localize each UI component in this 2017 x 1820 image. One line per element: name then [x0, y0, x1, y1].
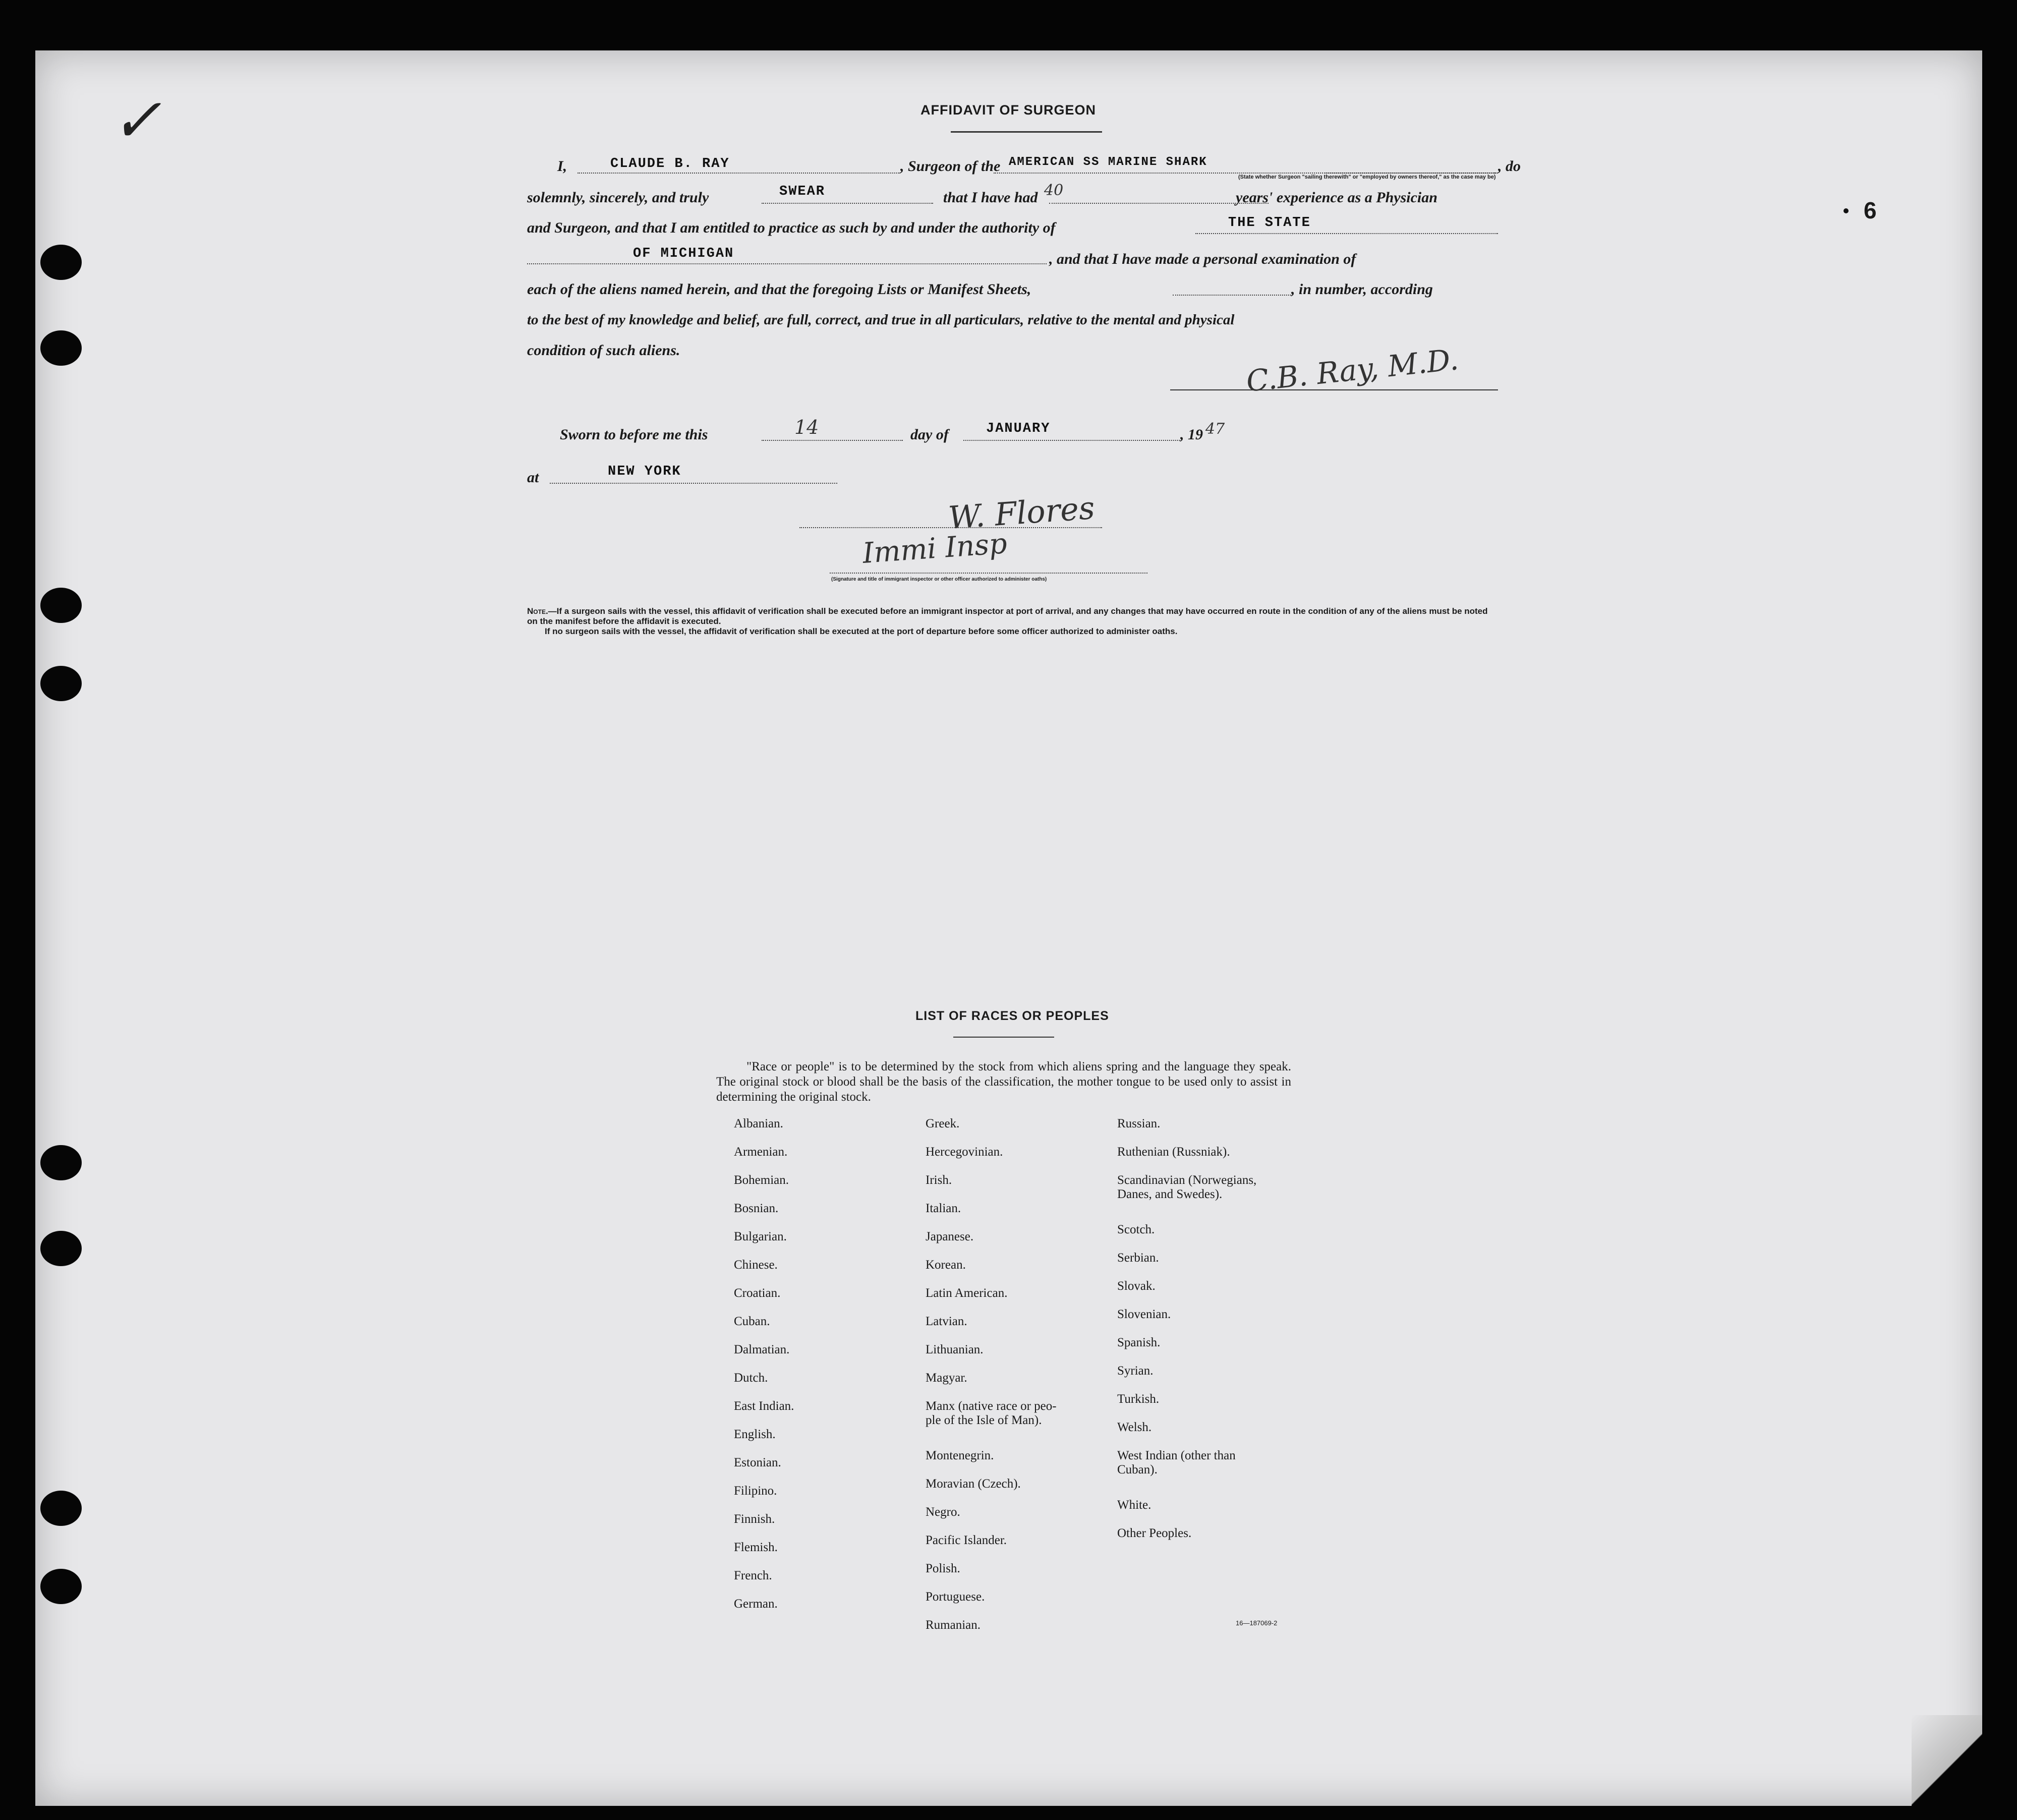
race-item: Polish. [926, 1562, 960, 1575]
affidavit-text: years' experience as a Physician [1236, 189, 1437, 206]
affidavit-text: , Surgeon of the [900, 158, 1001, 175]
race-item: Korean. [926, 1258, 966, 1272]
punch-hole [40, 1569, 82, 1604]
affidavit-note-2: If no surgeon sails with the vessel, the affidavit of verification shall be executed at the port of departure before some officer authorized to administer oaths. [545, 627, 1178, 636]
race-item: Moravian (Czech). [926, 1477, 1021, 1491]
page-number: 6 [1864, 197, 1877, 223]
race-item: Dutch. [734, 1371, 768, 1385]
oath-type: SWEAR [779, 184, 826, 199]
sworn-place: NEW YORK [608, 464, 681, 479]
blank-line [1324, 173, 1495, 174]
note-text: —If a surgeon sails with the vessel, this affidavit of verification shall be executed before an immigrant inspector at port of arrival, and any changes that may have occurred en route in the condition of any of the aliens must be noted on the manifest before the affidavit is executed. [527, 606, 1488, 626]
race-item: Flemish. [734, 1541, 778, 1554]
vessel-hint: (State whether Surgeon "sailing therewith" or "employed by owners thereof," as the case may be) [1238, 174, 1496, 180]
surgeon-signature: C.B. Ray, M.D. [1244, 342, 1460, 399]
race-item: Syrian. [1117, 1364, 1154, 1378]
races-title: LIST OF RACES OR PEOPLES [915, 1009, 1109, 1023]
affidavit-text: I, [557, 158, 567, 175]
blank-line [830, 573, 1147, 574]
race-item: Croatian. [734, 1286, 781, 1300]
officer-title-signature: Immi Insp [861, 527, 1008, 570]
vessel-name: AMERICAN SS MARINE SHARK [1009, 155, 1207, 169]
race-item: East Indian. [734, 1399, 794, 1413]
blank-line [963, 440, 1180, 441]
affidavit-text: and Surgeon, and that I am entitled to practice as such by and under the authority of [527, 219, 1056, 236]
race-item: Latin American. [926, 1286, 1008, 1300]
margin-initial-mark: ✓ [111, 86, 162, 156]
race-item: Other Peoples. [1117, 1526, 1192, 1540]
affidavit-title: AFFIDAVIT OF SURGEON [920, 102, 1096, 118]
punch-hole [40, 1491, 82, 1526]
race-item: Finnish. [734, 1512, 775, 1526]
punch-hole [40, 1231, 82, 1266]
affidavit-text: that I have had [943, 189, 1038, 206]
races-column-3 [1117, 1110, 1319, 1548]
affidavit-text: , do [1498, 158, 1521, 175]
affidavit-text: condition of such aliens. [527, 342, 680, 359]
race-item: Armenian. [734, 1145, 788, 1159]
blank-line [550, 483, 837, 484]
race-item: Ruthenian (Russniak). [1117, 1145, 1230, 1159]
race-item: Scotch. [1117, 1223, 1155, 1236]
race-item: Magyar. [926, 1371, 967, 1385]
race-item: Montenegrin. [926, 1449, 994, 1462]
race-item: Dalmatian. [734, 1343, 790, 1356]
race-item: Greek. [926, 1117, 960, 1130]
race-item: Welsh. [1117, 1420, 1152, 1434]
race-item: West Indian (other than Cuban). [1117, 1449, 1236, 1476]
race-item: Estonian. [734, 1456, 781, 1469]
race-item: Cuban. [734, 1315, 770, 1328]
race-item: Russian. [1117, 1117, 1161, 1130]
officer-signature: W. Flores [947, 489, 1096, 537]
affidavit-text: Sworn to before me this [560, 426, 708, 443]
punch-hole [40, 666, 82, 701]
race-item: Japanese. [926, 1230, 974, 1243]
sworn-day: 14 [794, 416, 819, 438]
race-item: Turkish. [1117, 1392, 1160, 1406]
blank-line [762, 203, 933, 204]
race-item: Irish. [926, 1173, 952, 1187]
form-code: 16—187069-2 [1236, 1619, 1278, 1627]
race-item: Spanish. [1117, 1336, 1161, 1349]
race-item: White. [1117, 1498, 1151, 1512]
race-item: Chinese. [734, 1258, 778, 1272]
race-item: Slovenian. [1117, 1307, 1171, 1321]
years-experience: 40 [1044, 182, 1064, 199]
blank-line [1195, 233, 1498, 234]
race-item: Portuguese. [926, 1590, 985, 1604]
race-item: Scandinavian (Norwegians, Danes, and Swedes). [1117, 1173, 1257, 1201]
race-item: Hercegovinian. [926, 1145, 1003, 1159]
blank-line [762, 440, 903, 441]
race-item: Slovak. [1117, 1279, 1156, 1293]
sworn-year: 47 [1205, 420, 1225, 438]
affidavit-text: , 19 [1180, 426, 1203, 443]
race-item: Albanian. [734, 1117, 783, 1130]
punch-hole [40, 1145, 82, 1180]
affidavit-note [527, 606, 1501, 627]
race-item: Italian. [926, 1202, 961, 1215]
race-item: Rumanian. [926, 1618, 981, 1632]
race-item: Bosnian. [734, 1202, 779, 1215]
officer-caption: (Signature and title of immigrant inspector or other officer authorized to administer oaths) [831, 577, 1047, 582]
race-item: Bulgarian. [734, 1230, 787, 1243]
folded-corner [1912, 1715, 1982, 1806]
surgeon-name: CLAUDE B. RAY [610, 156, 730, 172]
punch-hole [40, 330, 82, 366]
race-item: Filipino. [734, 1484, 777, 1498]
note-label: Note. [527, 606, 548, 616]
affidavit-text: , in number, according [1291, 281, 1433, 298]
race-item: Negro. [926, 1505, 960, 1519]
affidavit-text: each of the aliens named herein, and that the foregoing Lists or Manifest Sheets, [527, 281, 1031, 298]
races-column-2 [926, 1110, 1107, 1639]
races-title-rule [953, 1037, 1054, 1038]
signature-line [1170, 389, 1498, 390]
affidavit-text: day of [910, 426, 949, 443]
authority-line-1: THE STATE [1228, 215, 1311, 231]
race-item: Manx (native race or peo- ple of the Isle of Man). [926, 1399, 1057, 1427]
blank-line [527, 263, 1047, 264]
dot-mark [1843, 208, 1849, 213]
punch-hole [40, 245, 82, 280]
affidavit-text: , and that I have made a personal examination of [1049, 251, 1356, 267]
blank-line [799, 527, 1102, 528]
affidavit-text: to the best of my knowledge and belief, are full, correct, and true in all particulars, relative to the mental and physical [527, 312, 1235, 328]
sworn-month: JANUARY [986, 421, 1051, 436]
race-item: Bohemian. [734, 1173, 789, 1187]
affidavit-text: at [527, 469, 539, 486]
race-item: Lithuanian. [926, 1343, 984, 1356]
race-item: English. [734, 1428, 776, 1441]
blank-line [1173, 295, 1291, 296]
race-item: Latvian. [926, 1315, 967, 1328]
affidavit-text: solemnly, sincerely, and truly [527, 189, 709, 206]
blank-line [578, 173, 900, 174]
race-item: Serbian. [1117, 1251, 1159, 1265]
races-intro: "Race or people" is to be determined by the stock from which aliens spring and the language they speak. The original stock or blood shall be the basis of the classification, the mother tongue to be used only to assist in determining the original stock. [716, 1060, 1291, 1104]
race-item: German. [734, 1597, 778, 1611]
races-column-1 [734, 1110, 905, 1618]
document-page [35, 50, 1982, 1806]
punch-hole [40, 588, 82, 623]
authority-line-2: OF MICHIGAN [633, 246, 734, 261]
title-rule [951, 131, 1102, 133]
race-item: Pacific Islander. [926, 1533, 1007, 1547]
race-item: French. [734, 1569, 772, 1582]
